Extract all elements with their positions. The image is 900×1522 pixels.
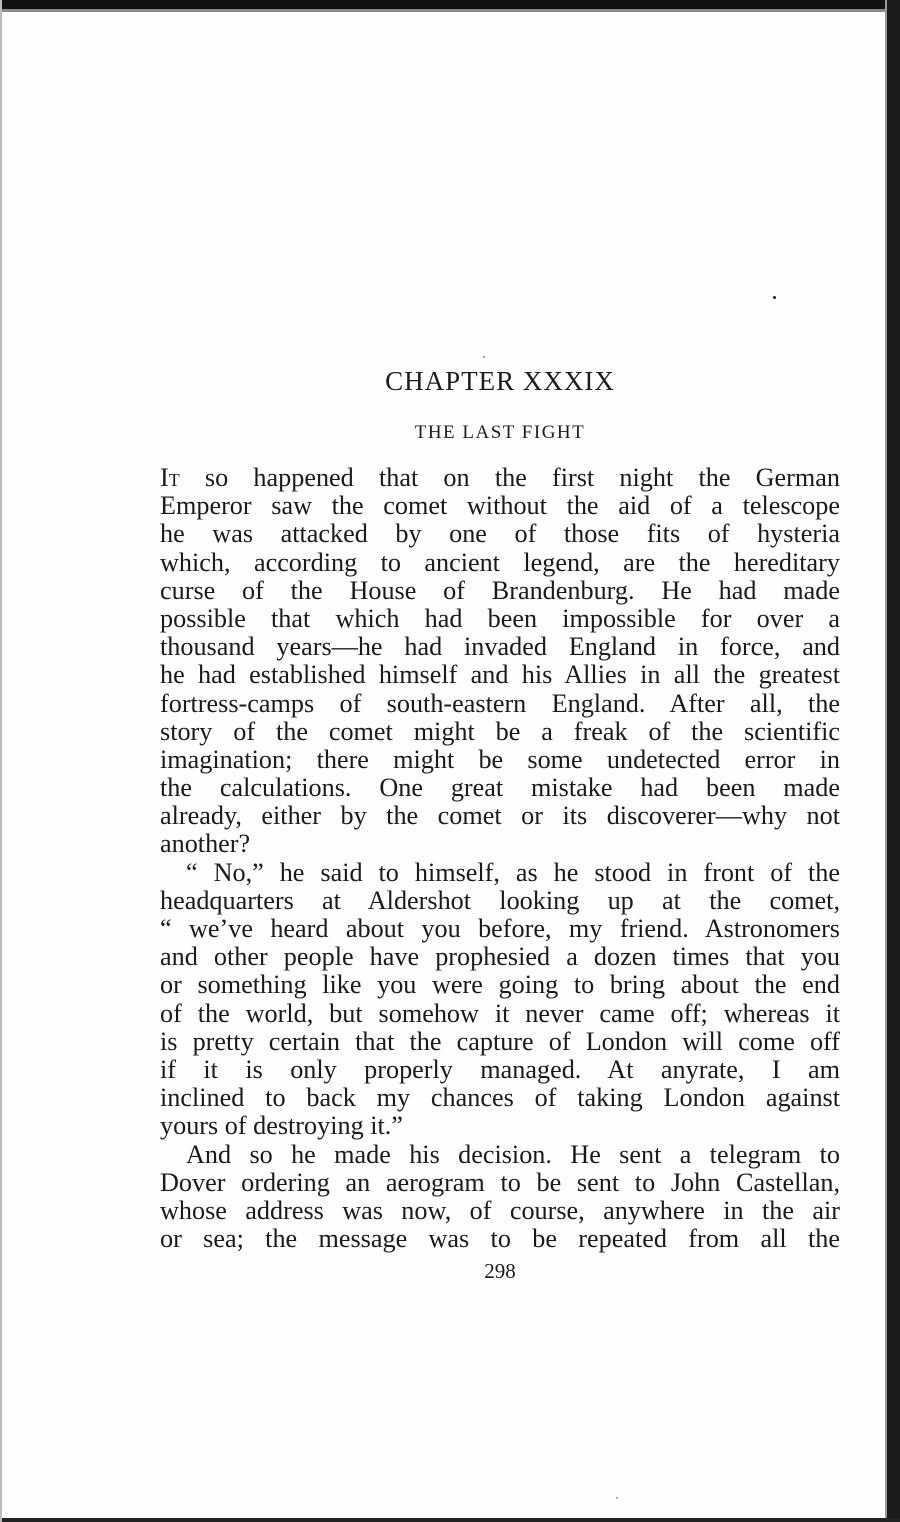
scan-edge-bottom: [0, 1518, 900, 1522]
text-line: already, either by the comet or its discoverer—why not: [160, 801, 840, 831]
text-line: “ No,” he said to himself, as he stood in front of the: [186, 857, 840, 887]
dust-speck: [616, 1497, 618, 1499]
text-line: or sea; the message was to be repeated from all the: [160, 1224, 840, 1254]
dust-speck: [483, 356, 485, 358]
text-line: story of the comet might be a freak of the scientific: [160, 716, 840, 746]
dust-speck: [773, 296, 776, 299]
text-line: Emperor saw the comet without the aid of a telescope: [160, 491, 840, 521]
text-line: if it is only properly managed. At anyrate, I am: [160, 1054, 840, 1084]
text-line: of the world, but somehow it never came off; whereas it: [160, 998, 840, 1028]
text-line: imagination; there might be some undetected error in: [160, 744, 840, 774]
text-line: or something like you were going to bring about the end: [160, 970, 840, 1000]
text-line: which, according to ancient legend, are the hereditary: [160, 547, 840, 577]
text-line: Dover ordering an aerogram to be sent to John Castellan,: [160, 1167, 840, 1197]
text-line: It so happened that on the first night the German: [160, 463, 840, 492]
scan-edge-right: [887, 0, 900, 1522]
text-line: is pretty certain that the capture of London will come off: [160, 1026, 840, 1056]
text-line: fortress-camps of south-eastern England. After all, the: [160, 688, 840, 718]
text-line: the calculations. One great mistake had been made: [160, 773, 840, 803]
drop-word: It: [160, 463, 180, 492]
scan-edge-right-shadow: [885, 0, 887, 1522]
scan-edge-top-shadow: [0, 9, 900, 12]
body-text: [160, 464, 840, 1253]
text-line: he was attacked by one of those fits of hysteria: [160, 519, 840, 549]
text-line: thousand years—he had invaded England in force, and: [160, 632, 840, 662]
page-number: 298: [484, 1259, 516, 1283]
text-line: and other people have prophesied a dozen times that you: [160, 942, 840, 972]
scan-edge-left: [0, 0, 2, 1522]
text-line: possible that which had been impossible for over a: [160, 603, 840, 633]
text-line: another?: [160, 829, 251, 859]
chapter-subtitle: THE LAST FIGHT: [414, 422, 586, 443]
scan-edge-top: [0, 0, 900, 9]
text-line: curse of the House of Brandenburg. He had made: [160, 575, 840, 605]
text-line: And so he made his decision. He sent a telegram to: [186, 1139, 840, 1169]
text-line: whose address was now, of course, anywhere in the air: [160, 1195, 840, 1225]
text-line: yours of destroying it.”: [160, 1111, 403, 1141]
text-line: he had established himself and his Allies in all the greatest: [160, 660, 840, 690]
text-line: inclined to back my chances of taking London against: [160, 1083, 840, 1113]
chapter-title: CHAPTER XXXIX: [385, 366, 615, 396]
text-line: “ we’ve heard about you before, my friend. Astronomers: [160, 914, 840, 943]
text-line: headquarters at Aldershot looking up at the comet,: [160, 885, 840, 915]
